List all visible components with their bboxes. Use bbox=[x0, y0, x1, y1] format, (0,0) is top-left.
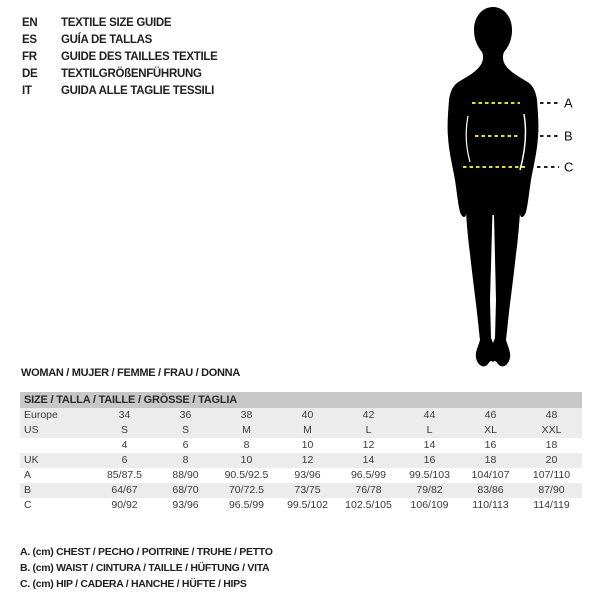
measure-label-a: A bbox=[564, 95, 573, 111]
size-cell: 104/107 bbox=[471, 469, 510, 481]
language-row bbox=[22, 83, 218, 100]
language-row bbox=[22, 32, 218, 49]
language-code: IT bbox=[22, 85, 32, 97]
size-cell: 10 bbox=[240, 454, 253, 466]
size-cell: 93/96 bbox=[294, 469, 321, 481]
size-cell: 93/96 bbox=[172, 499, 199, 511]
size-cell: 102.5/105 bbox=[345, 499, 392, 511]
table-row bbox=[20, 468, 582, 483]
row-label: UK bbox=[24, 454, 39, 466]
size-cell: 83/86 bbox=[477, 484, 504, 496]
size-cell: 42 bbox=[362, 409, 375, 421]
body-measurement-figure bbox=[420, 0, 600, 380]
size-cell: L bbox=[365, 424, 372, 436]
size-cell: S bbox=[120, 424, 128, 436]
language-code: EN bbox=[22, 17, 38, 29]
row-label bbox=[20, 438, 94, 453]
size-cell: M bbox=[303, 424, 312, 436]
row-label: C bbox=[24, 499, 32, 511]
measure-legend bbox=[20, 544, 273, 592]
size-cell: 96.5/99 bbox=[228, 499, 265, 511]
language-code: DE bbox=[22, 68, 38, 80]
language-code: ES bbox=[22, 34, 37, 46]
measure-legend-line: A. (cm) CHEST / PECHO / POITRINE / TRUHE / PETTO bbox=[20, 546, 273, 558]
size-cell: 40 bbox=[301, 409, 314, 421]
table-row bbox=[20, 423, 582, 438]
measure-label-c: C bbox=[564, 159, 574, 175]
size-table-header: SIZE / TALLA / TAILLE / GRÖSSE / TAGLIA bbox=[20, 392, 582, 408]
size-cell: 76/78 bbox=[355, 484, 382, 496]
row-label: A bbox=[24, 469, 32, 481]
size-cell: 96.5/99 bbox=[350, 469, 387, 481]
measure-legend-line: C. (cm) HIP / CADERA / HANCHE / HÜFTE / HIPS bbox=[20, 578, 247, 590]
size-cell: 4 bbox=[121, 439, 128, 451]
size-cell: 34 bbox=[118, 409, 131, 421]
size-cell: 88/90 bbox=[172, 469, 199, 481]
size-cell: 110/113 bbox=[472, 499, 509, 511]
table-row bbox=[20, 438, 582, 453]
size-cell: 8 bbox=[182, 454, 189, 466]
size-cell: 114/119 bbox=[533, 499, 570, 511]
size-cell: 6 bbox=[121, 454, 128, 466]
size-cell: S bbox=[181, 424, 189, 436]
row-label: B bbox=[24, 484, 32, 496]
size-cell: 106/109 bbox=[410, 499, 449, 511]
size-cell: 14 bbox=[423, 439, 436, 451]
size-cell: 46 bbox=[484, 409, 497, 421]
table-row bbox=[20, 483, 582, 498]
size-cell: 16 bbox=[423, 454, 436, 466]
size-cell: 73/75 bbox=[294, 484, 321, 496]
size-cell: M bbox=[242, 424, 251, 436]
size-cell: 87/90 bbox=[538, 484, 565, 496]
language-title: GUIDA ALLE TAGLIE TESSILI bbox=[61, 85, 215, 97]
language-title: TEXTILE SIZE GUIDE bbox=[61, 17, 172, 29]
row-label: US bbox=[24, 424, 39, 436]
table-row bbox=[20, 408, 582, 423]
row-label: Europe bbox=[24, 409, 58, 421]
measure-label-b: B bbox=[564, 128, 573, 144]
size-cell: 10 bbox=[301, 439, 314, 451]
language-title-list bbox=[22, 15, 218, 100]
size-cell: 48 bbox=[545, 409, 558, 421]
size-cell: 16 bbox=[484, 439, 497, 451]
size-cell: XL bbox=[484, 424, 497, 436]
size-table-body bbox=[20, 408, 582, 513]
size-cell: 99.5/103 bbox=[409, 469, 450, 481]
size-cell: 44 bbox=[423, 409, 436, 421]
size-cell: XXL bbox=[541, 424, 562, 436]
size-table bbox=[20, 392, 582, 513]
size-cell: 8 bbox=[243, 439, 250, 451]
size-cell: 68/70 bbox=[172, 484, 199, 496]
table-row bbox=[20, 498, 582, 513]
table-row bbox=[20, 453, 582, 468]
size-cell: 99.5/102 bbox=[287, 499, 328, 511]
size-cell: 18 bbox=[484, 454, 497, 466]
size-cell: 90.5/92.5 bbox=[224, 469, 269, 481]
size-cell: 14 bbox=[362, 454, 375, 466]
size-cell: 90/92 bbox=[111, 499, 138, 511]
language-title: TEXTILGRÖßENFÜHRUNG bbox=[61, 68, 202, 80]
table-title: WOMAN / MUJER / FEMME / FRAU / DONNA bbox=[21, 367, 240, 379]
size-cell: 12 bbox=[301, 454, 314, 466]
woman-silhouette-icon bbox=[420, 0, 600, 380]
language-row bbox=[22, 49, 218, 66]
measure-legend-line: B. (cm) WAIST / CINTURA / TAILLE / HÜFTUNG / VITA bbox=[20, 562, 270, 574]
size-cell: 20 bbox=[545, 454, 558, 466]
size-cell: 18 bbox=[545, 439, 558, 451]
size-cell: 6 bbox=[182, 439, 189, 451]
size-cell: 12 bbox=[362, 439, 375, 451]
size-cell: 64/67 bbox=[111, 484, 138, 496]
language-title: GUIDE DES TAILLES TEXTILE bbox=[61, 51, 218, 63]
size-cell: 107/110 bbox=[532, 469, 571, 481]
size-cell: 70/72.5 bbox=[228, 484, 265, 496]
size-cell: L bbox=[426, 424, 433, 436]
language-title: GUÍA DE TALLAS bbox=[61, 34, 152, 46]
size-cell: 79/82 bbox=[416, 484, 443, 496]
size-cell: 38 bbox=[240, 409, 253, 421]
size-cell: 85/87.5 bbox=[106, 469, 143, 481]
language-code: FR bbox=[22, 51, 37, 63]
language-row bbox=[22, 66, 218, 83]
language-row bbox=[22, 15, 218, 32]
size-cell: 36 bbox=[179, 409, 192, 421]
